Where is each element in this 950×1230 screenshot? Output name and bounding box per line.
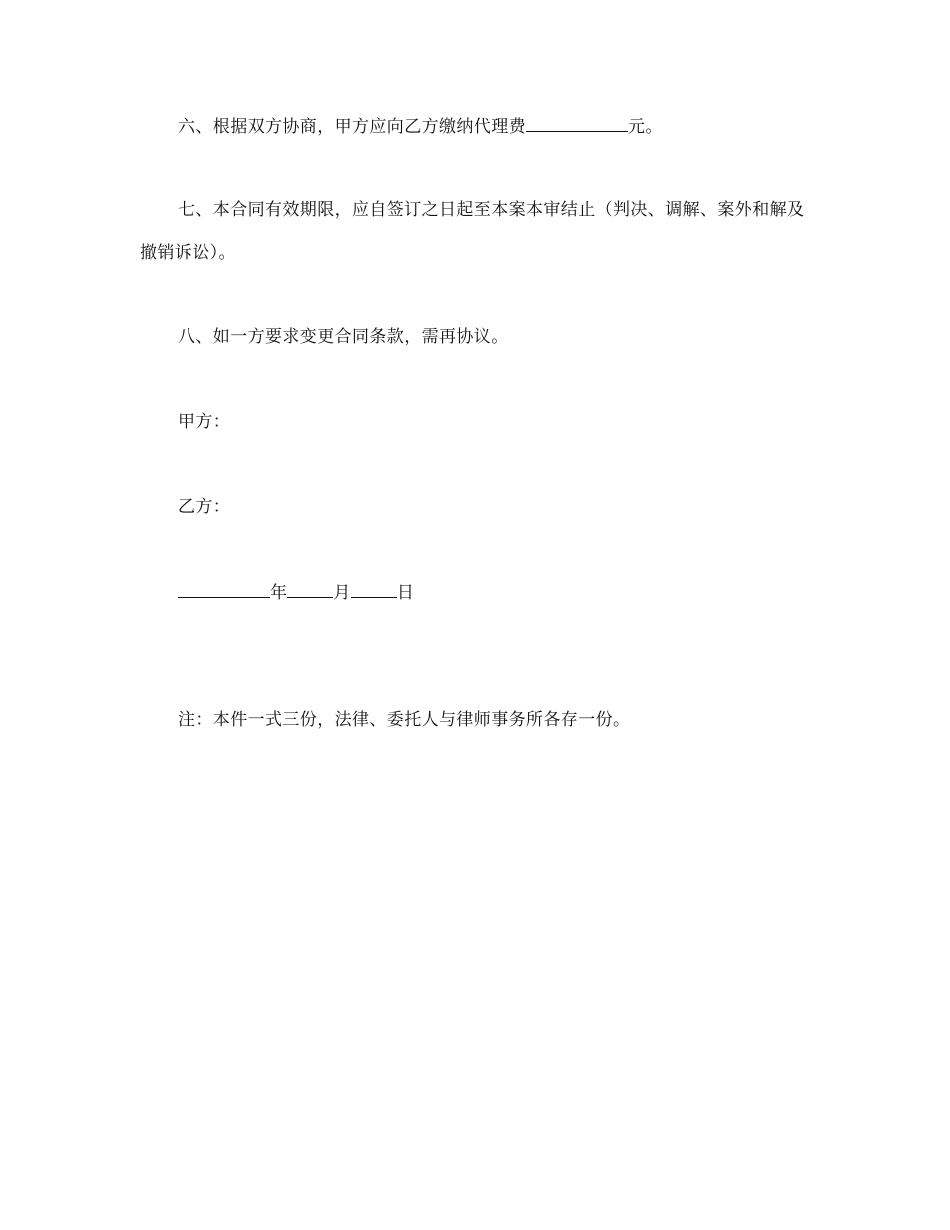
note: 注：本件一式三份，法律、委托人与律师事务所各存一份。 xyxy=(178,710,631,730)
day-label: 日 xyxy=(396,583,415,603)
month-label: 月 xyxy=(333,583,351,603)
clause-7-line-2: 撤销诉讼）。 xyxy=(140,243,236,263)
day-blank xyxy=(351,580,397,598)
clause-7-line-1: 七、本合同有效期限，应自签订之日起至本案本审结止（判决、调解、案外和解及 xyxy=(178,200,805,220)
month-blank xyxy=(287,580,333,598)
party-a-label: 甲方： xyxy=(178,412,231,432)
year-label: 年 xyxy=(270,583,288,603)
party-b-label: 乙方： xyxy=(178,497,231,517)
year-blank xyxy=(178,580,270,598)
clause-6-unit: 元。 xyxy=(628,117,663,137)
clause-6-text: 六、根据双方协商，甲方应向乙方缴纳代理费 xyxy=(178,117,526,137)
clause-8: 八、如一方要求变更合同条款，需再协议。 xyxy=(178,327,509,347)
date-line xyxy=(178,580,414,605)
clause-6 xyxy=(178,114,663,139)
fee-blank xyxy=(526,114,628,132)
